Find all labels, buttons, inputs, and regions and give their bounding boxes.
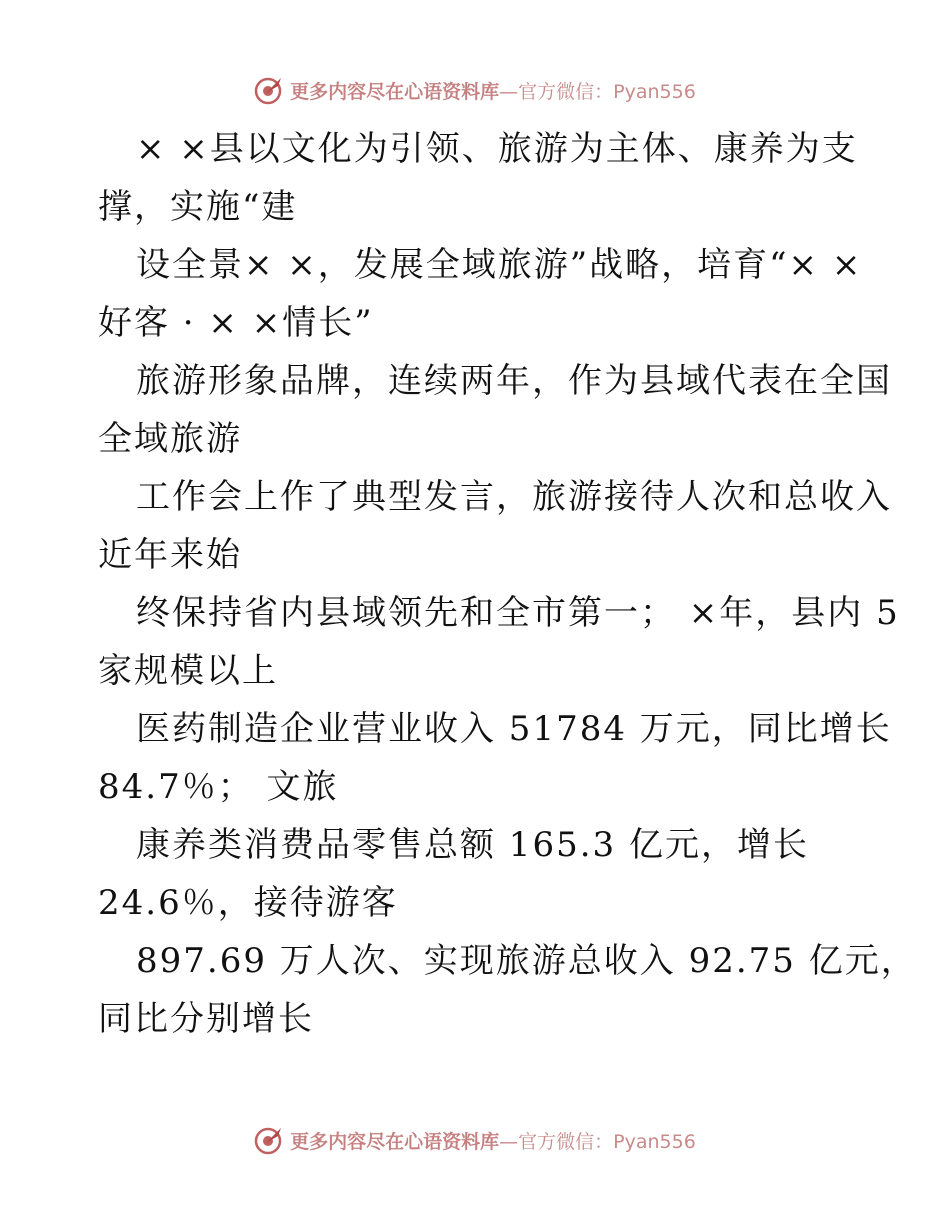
text-line: 工作会上作了典型发言，旅游接待人次和总收入 bbox=[136, 477, 892, 517]
watermark-brand: 更多内容尽在心语资料库 bbox=[290, 1130, 500, 1153]
text-line: 同比分别增长 bbox=[98, 999, 314, 1039]
text-line: 84.7％； 文旅 bbox=[98, 767, 339, 807]
text-line: 好客 · × ×情长” bbox=[98, 303, 374, 343]
text-line: 撑，实施“建 bbox=[98, 187, 298, 227]
text-line: 近年来始 bbox=[98, 535, 242, 575]
text-line: 旅游形象品牌，连续两年，作为县域代表在全国 bbox=[136, 361, 892, 401]
watermark-wechat: 官方微信：Pyan556 bbox=[518, 1130, 696, 1153]
text-line: 设全景× ×，发展全域旅游”战略，培育“× × bbox=[136, 245, 863, 285]
watermark-text bbox=[290, 77, 696, 104]
text-line: 终保持省内县域领先和全市第一； ×年，县内 5 bbox=[136, 593, 900, 633]
quill-logo-icon bbox=[254, 1125, 284, 1155]
text-line: × ×县以文化为引领、旅游为主体、康养为支 bbox=[136, 129, 858, 169]
header-watermark bbox=[0, 70, 950, 110]
watermark-brand: 更多内容尽在心语资料库 bbox=[290, 80, 500, 103]
text-line: 家规模以上 bbox=[98, 651, 278, 691]
watermark-dash: — bbox=[499, 1130, 519, 1153]
text-line: 897.69 万人次、实现旅游总收入 92.75 亿元， bbox=[136, 941, 917, 981]
text-line: 全域旅游 bbox=[98, 419, 242, 459]
text-line: 康养类消费品零售总额 165.3 亿元，增长 bbox=[136, 825, 809, 865]
document-body bbox=[98, 120, 917, 1048]
text-line: 医药制造企业营业收入 51784 万元，同比增长 bbox=[136, 709, 892, 749]
quill-logo-icon bbox=[254, 75, 284, 105]
watermark-dash: — bbox=[499, 80, 519, 103]
text-line: 24.6％，接待游客 bbox=[98, 883, 398, 923]
watermark-wechat: 官方微信：Pyan556 bbox=[518, 80, 696, 103]
watermark-text bbox=[290, 1127, 696, 1154]
footer-watermark bbox=[0, 1120, 950, 1160]
